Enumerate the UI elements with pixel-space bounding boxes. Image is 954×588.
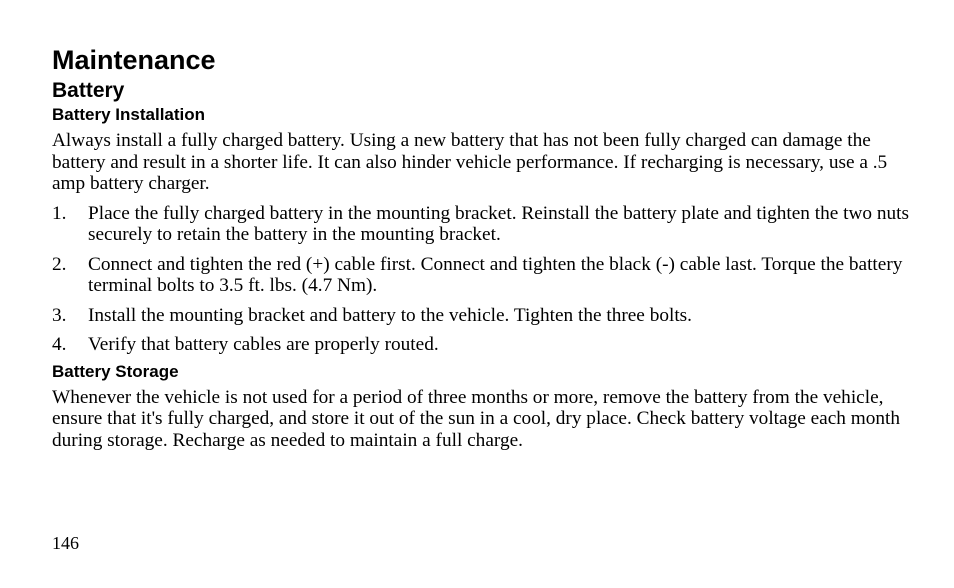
step-text: Connect and tighten the red (+) cable first. Connect and tighten the black (-) cable last. Torque the battery terminal bolts to 3.5 ft. lbs. (4.7 Nm). [88,253,903,296]
storage-heading: Battery Storage [52,361,179,381]
step-item [52,334,912,356]
page-number: 146 [52,533,79,553]
storage-text: Whenever the vehicle is not used for a period of three months or more, remove the battery from the vehicle, ensure that it's fully charged, and store it out of the sun in a cool, dry place. Check battery voltage each month during storage. Recharge as needed to maintain a full charge. [52,386,901,451]
step-number: 2. [52,253,67,275]
installation-steps [52,203,912,356]
step-text: Verify that battery cables are properly routed. [88,334,439,355]
section-heading: Battery [52,79,125,102]
installation-intro: Always install a fully charged battery. Using a new battery that has not been fully charged can damage the battery and result in a shorter life. It can also hinder vehicle performance. If recharging is necessary, use a .5 amp battery charger. [52,130,888,194]
step-item [52,203,912,246]
step-number: 4. [52,334,67,355]
manual-page [52,44,912,451]
step-item [52,254,912,297]
step-number: 1. [52,202,67,224]
step-text: Place the fully charged battery in the mounting bracket. Reinstall the battery plate and tighten the two nuts securely to retain the battery in the mounting bracket. [88,202,910,245]
installation-heading: Battery Installation [52,105,206,124]
step-item [52,305,912,327]
chapter-heading: Maintenance [52,45,216,75]
step-number: 3. [52,304,67,326]
step-text: Install the mounting bracket and battery to the vehicle. Tighten the three bolts. [88,304,693,326]
